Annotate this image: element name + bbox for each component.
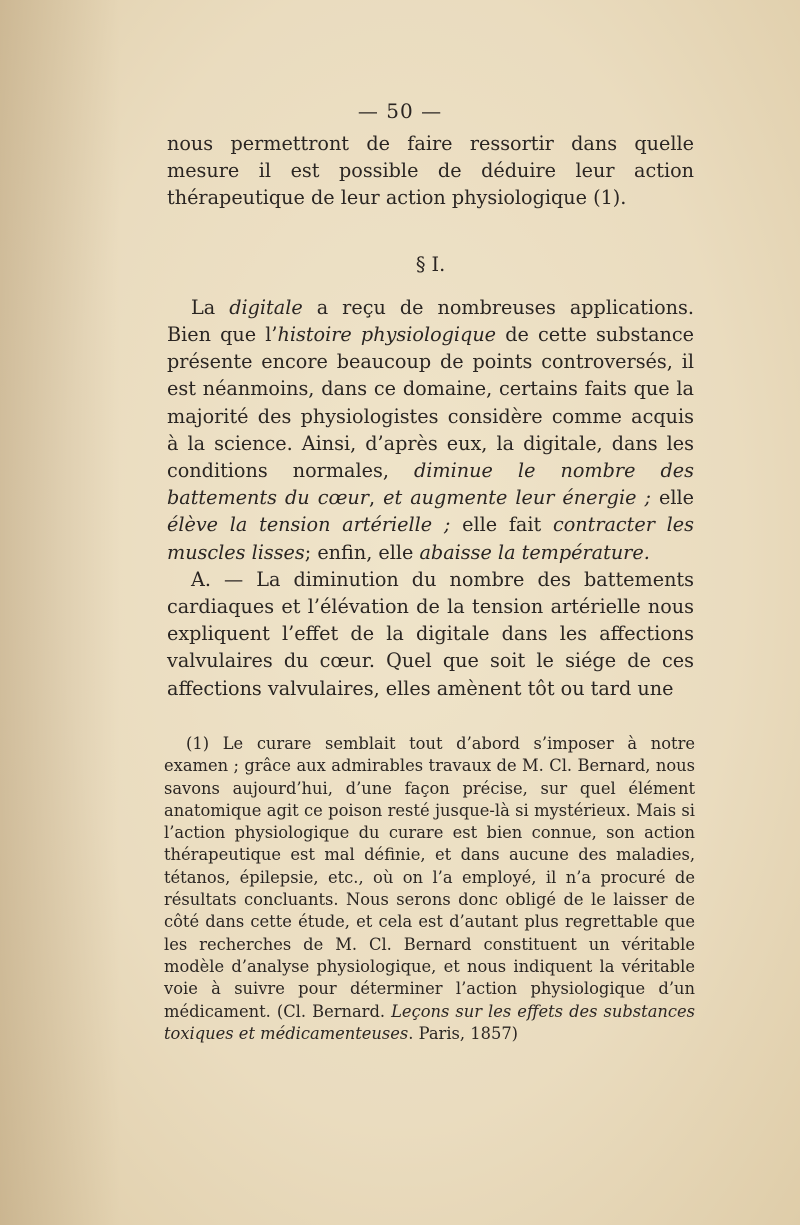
text-segment: elle xyxy=(650,486,694,510)
text-segment: . Paris, 1857) xyxy=(408,1023,519,1043)
italic-segment: histoire physiologique xyxy=(277,323,497,347)
footnote xyxy=(164,733,695,1045)
text-segment: a reçu de nombreuses applications. Bien que l’ xyxy=(167,295,694,347)
footnote-paragraph xyxy=(164,733,695,1045)
page-number: — 50 — xyxy=(357,99,443,123)
italic-segment: abaisse la température. xyxy=(419,540,650,564)
text-segment: de cette substance présente encore beaucoup de points controversés, il est néanmoins, dans ce domaine, certains faits que la majorité des physiologistes considère comme acquis à la science. Ainsi, d’après eux, la digitale, dans les conditions normales, xyxy=(167,323,694,483)
italic-segment: digitale xyxy=(229,295,303,319)
section-heading: § I. xyxy=(415,252,446,276)
paragraph-digitale xyxy=(167,294,694,566)
text-segment: , xyxy=(368,486,384,510)
text-segment: elle fait xyxy=(450,513,553,537)
italic-segment: et augmente leur énergie ; xyxy=(383,486,651,510)
text-segment: La xyxy=(191,295,230,319)
italic-segment: diminue le nombre des battements du cœur xyxy=(167,459,694,510)
italic-segment: élève la tension artérielle ; xyxy=(167,513,451,537)
text-segment: (1) Le curare semblait tout d’abord s’imposer à notre examen ; grâce aux admirables travaux de M. Cl. Bernard, nous savons aujourd’hui, d’une façon précise, sur quel élément anatomique agit ce poison resté jusque-là si mystérieux. Mais si l’action physiologique du curare est bien connue, son action thérapeutique est mal définie, et dans aucune des maladies, tétanos, épilepsie, etc., où on l’a employé, il n’a procuré de résultats concluants. Nous serons donc obligé de le laisser de côté dans cette étude, et cela est d’autant plus regrettable que les recherches de M. Cl. Bernard constituent un véritable modèle d’analyse physiologique, et nous indiquent la véritable voie à suivre pour déterminer l’action physiologique d’un médicament. (Cl. Bernard. xyxy=(164,734,695,1021)
italic-segment: Leçons sur les effets des substances toxiques et médicamenteuses xyxy=(164,1001,695,1043)
italic-segment: contracter les muscles lisses xyxy=(167,513,694,564)
paragraph-a: A. — La diminution du nombre des battements cardiaques et l’élévation de la tension artérielle nous expliquent l’effet de la digitale dans les affections valvulaires du cœur. Quel que soit le siége de ces affections valvulaires, elles amènent tôt ou tard une xyxy=(167,567,694,700)
text-segment: ; enfin, elle xyxy=(304,540,420,564)
paragraph-intro: nous permettront de faire ressortir dans quelle mesure il est possible de déduire leur action thérapeutique de leur action physiologique (1). xyxy=(167,132,694,210)
main-text xyxy=(167,130,694,702)
